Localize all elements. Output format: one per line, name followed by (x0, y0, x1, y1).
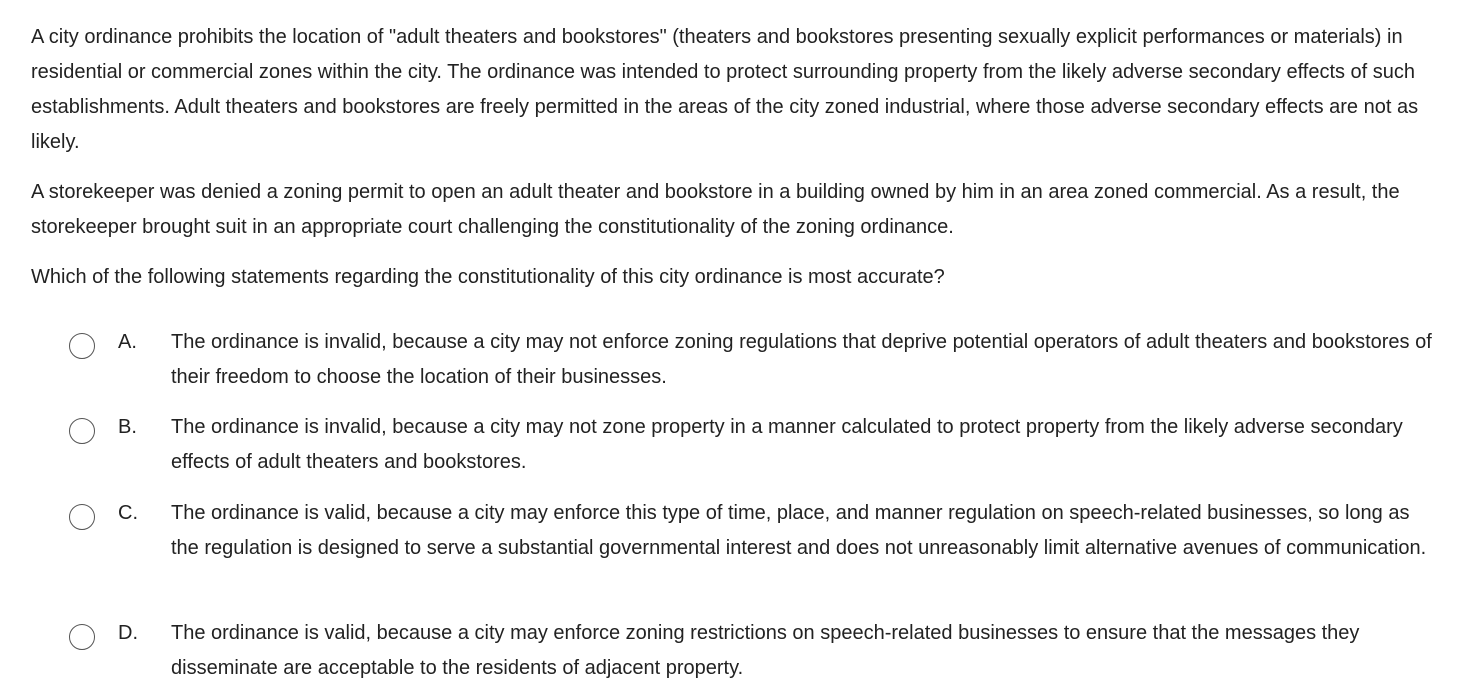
choice-text-b: The ordinance is invalid, because a city may not zone property in a manner calculated to protect property from the likely adverse secondary effects of adult theaters and bookstores. (171, 416, 1403, 473)
choice-letter-a: A. (118, 331, 137, 353)
choice-letter-d: D. (118, 622, 138, 644)
choice-text-c: The ordinance is valid, because a city may enforce this type of time, place, and manner regulation on speech-related businesses, so long as the regulation is designed to serve a substantial governmental interest and does not unreasonably limit alternative avenues of communication. (171, 502, 1427, 559)
radio-button-d[interactable] (69, 624, 95, 650)
choice-text-d: The ordinance is valid, because a city may enforce zoning restrictions on speech-related businesses to ensure that the messages they disseminate are acceptable to the residents of adjacent property. (171, 622, 1360, 679)
radio-button-c[interactable] (69, 504, 95, 530)
choice-letter-b: B. (118, 416, 137, 438)
question-stem (31, 20, 1451, 295)
choice-letter-c: C. (118, 502, 138, 524)
choice-text-a: The ordinance is invalid, because a city may not enforce zoning regulations that deprive potential operators of adult theaters and bookstores of their freedom to choose the location of their businesses. (171, 331, 1432, 388)
question-paragraph-1: A city ordinance prohibits the location of "adult theaters and bookstores" (theaters and bookstores presenting sexually explicit performances or materials) in residential or commercial zones within the city. The ordinance was intended to protect surrounding property from the likely adverse secondary effects of such establishments. Adult theaters and bookstores are freely permitted in the areas of the city zoned industrial, where those adverse secondary effects are not as likely. (31, 26, 1419, 153)
radio-button-a[interactable] (69, 333, 95, 359)
question-prompt: Which of the following statements regarding the constitutionality of this city ordinance is most accurate? (31, 266, 945, 288)
radio-button-b[interactable] (69, 418, 95, 444)
question-paragraph-2: A storekeeper was denied a zoning permit to open an adult theater and bookstore in a building owned by him in an area zoned commercial. As a result, the storekeeper brought suit in an appropriate court challenging the constitutionality of the zoning ordinance. (31, 181, 1400, 238)
